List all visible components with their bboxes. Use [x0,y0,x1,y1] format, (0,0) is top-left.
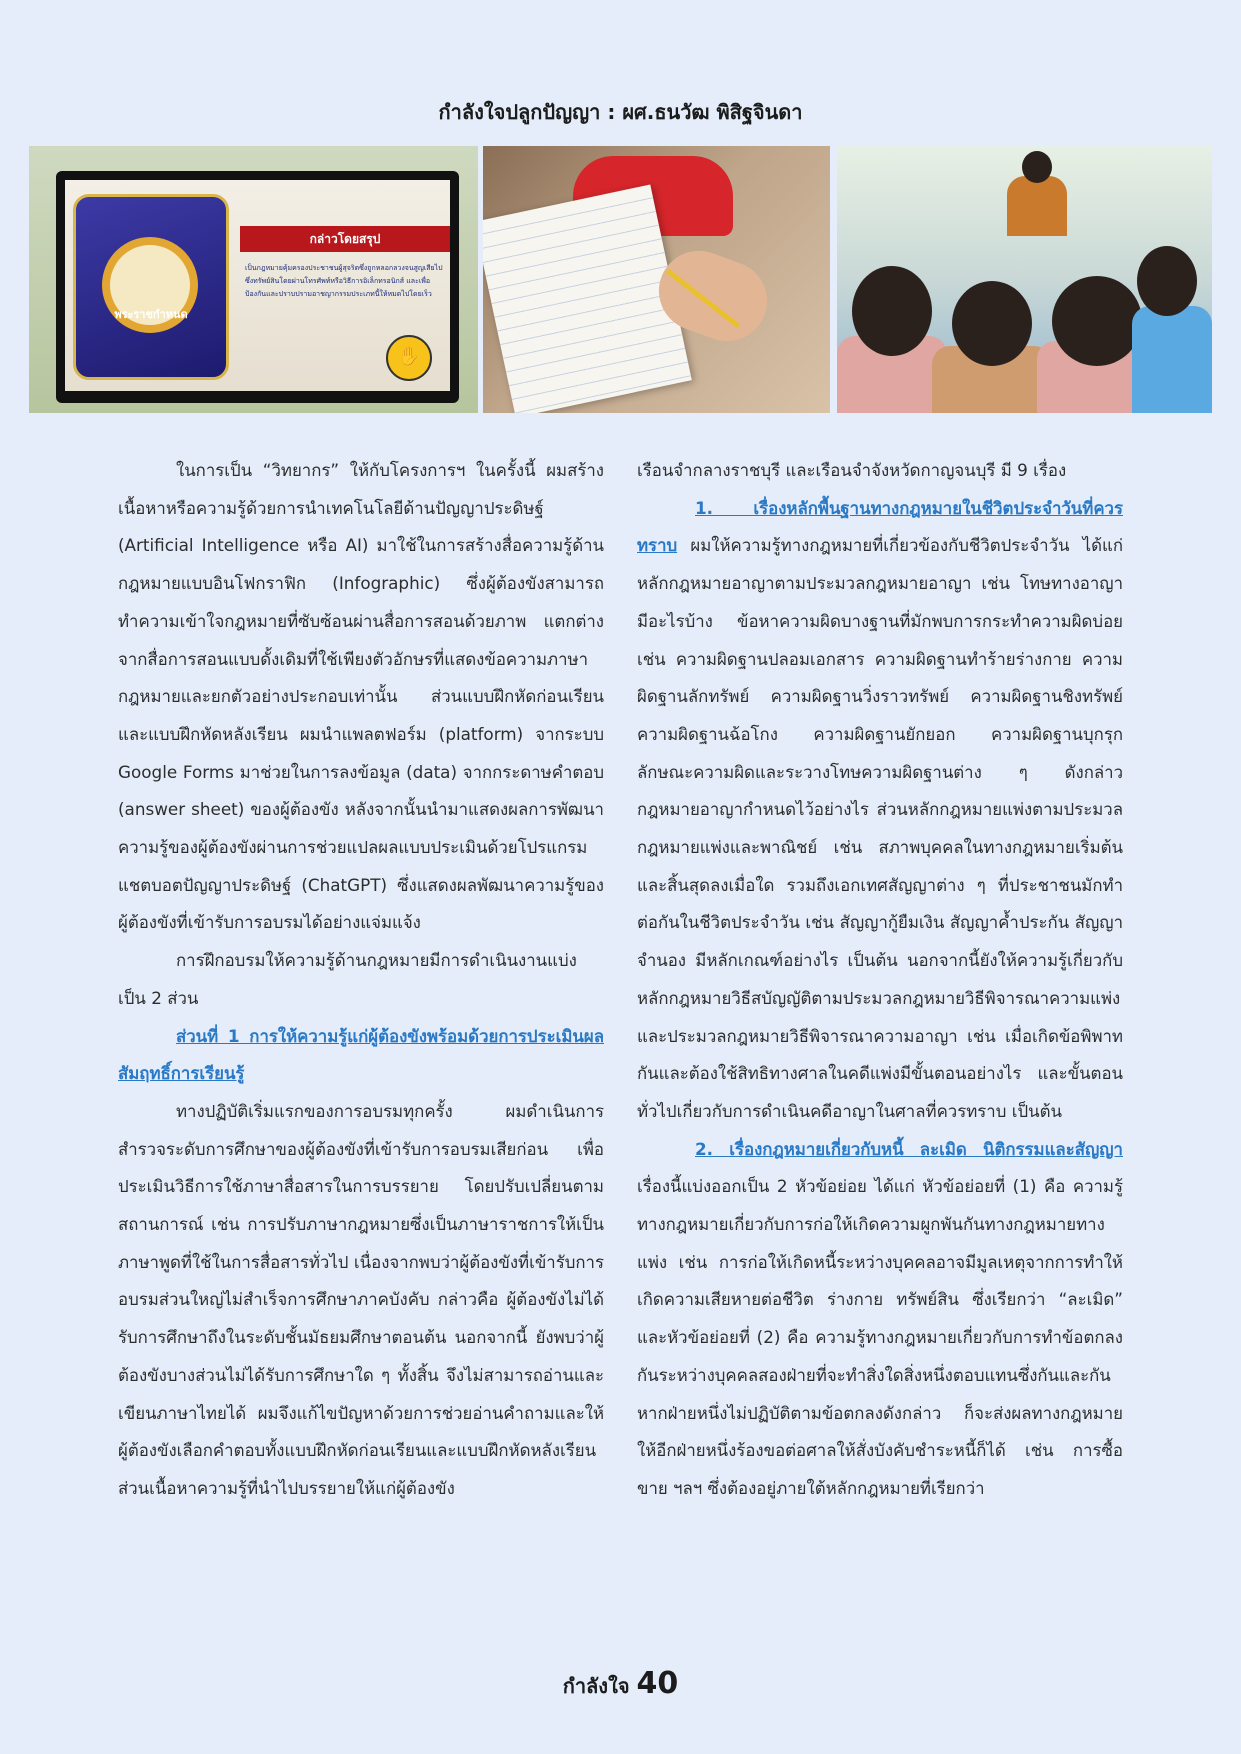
page-header: กำลังใจปลูกปัญญา : ผศ.ธนวัฒ พิสิฐจินดา [438,100,803,124]
paragraph: ทางปฏิบัติเริ่มแรกของการอบรมทุกครั้ง ผมดำเนินการสำรวจระดับการศึกษาของผู้ต้องขังที่เข้ารับการอบรมเสียก่อน เพื่อประเมินวิธีการใช้ภาษาสื่อสารในการบรรยาย โดยปรับเปลี่ยนตามสถานการณ์ เช่น การปรับภาษากฎหมายซึ่งเป็นภาษาราชการให้เป็นภาษาพูดที่ใช้ในการสื่อสารทั่วไป เนื่องจากพบว่าผู้ต้องขังที่เข้ารับการอบรมส่วนใหญ่ไม่สำเร็จการศึกษาภาคบังคับ กล่าวคือ ผู้ต้องขังไม่ได้รับการศึกษาถึงในระดับชั้นมัธยมศึกษาตอนต้น นอกจากนี้ ยังพบว่าผู้ต้องขังบางส่วนไม่ได้รับการศึกษาใด ๆ ทั้งสิ้น จึงไม่สามารถอ่านและเขียนภาษาไทยได้ ผมจึงแก้ไขปัญหาด้วยการช่วยอ่านคำถามและให้ผู้ต้องขังเลือกคำตอบทั้งแบบฝึกหัดก่อนเรียนและแบบฝึกหัดหลังเรียน ส่วนเนื้อหาความรู้ที่นำไปบรรยายให้แก่ผู้ต้องขัง [118,1100,604,1498]
audience-member [1132,306,1212,413]
audience-head [852,266,932,356]
left-column [118,452,604,1508]
item-heading: 2. เรื่องกฎหมายเกี่ยวกับหนี้ ละเมิด นิติกรรมและสัญญา [695,1138,1123,1159]
photo-slide-screen [29,146,478,413]
right-column [637,452,1123,1508]
page-footer [0,1666,1241,1702]
photo-writing-answer-sheet [483,146,830,413]
photo-classroom-audience [837,146,1212,413]
list-item [637,490,1123,1131]
photo-strip [29,146,1212,413]
footer-label: กำลังใจ [562,1674,630,1698]
seal-text: พระราชกำหนด [114,308,188,321]
audience-head [1137,246,1197,316]
slide-body: เป็นกฎหมายคุ้มครองประชาชนผู้สุจริตซึ่งถูกหลอกลวงจนสูญเสียไปซึ่งทรัพย์สินโดยผ่านโทรศัพท์หรือวิธีการอิเล็กทรอนิกส์ และเพื่อป้องกันและปราบปรามอาชญากรรมประเภทนี้ให้หมดไปโดยเร็ว [245,264,443,298]
slide-title: กล่าวโดยสรุป [240,226,450,252]
speaker-head [1022,151,1052,183]
paragraph: ในการเป็น “วิทยากร” ให้กับโครงการฯ ในครั้งนี้ ผมสร้างเนื้อหาหรือความรู้ด้วยการนำเทคโนโลยีด้านปัญญาประดิษฐ์ (Artificial Intelligence หรือ AI) มาใช้ในการสร้างสื่อความรู้ด้านกฎหมายแบบอินโฟกราฟิก (Infographic) ซึ่งผู้ต้องขังสามารถทำความเข้าใจกฎหมายที่ซับซ้อนผ่านสื่อการสอนด้วยภาพ แตกต่างจากสื่อการสอนแบบดั้งเดิมที่ใช้เพียงตัวอักษรที่แสดงข้อความภาษากฎหมายและยกตัวอย่างประกอบเท่านั้น ส่วนแบบฝึกหัดก่อนเรียนและแบบฝึกหัดหลังเรียน ผมนำแพลตฟอร์ม (platform) จากระบบ Google Forms มาช่วยในการลงข้อมูล (data) จากกระดาษคำตอบ (answer sheet) ของผู้ต้องขัง หลังจากนั้นนำมาแสดงผลการพัฒนาความรู้ของผู้ต้องขังผ่านการช่วยแปลผลแบบประเมินด้วยโปรแกรมแชตบอตปัญญาประดิษฐ์ (ChatGPT) ซึ่งแสดงผลพัฒนาความรู้ของผู้ต้องขังที่เข้ารับการอบรมได้อย่างแจ่มแจ้ง [118,460,604,933]
scared-emoji-icon: ✋ [386,335,432,381]
item-text: เรื่องนี้แบ่งออกเป็น 2 หัวข้อย่อย ได้แก่ หัวข้อย่อยที่ (1) คือ ความรู้ทางกฎหมายเกี่ยวกับการก่อให้เกิดความผูกพันกันทางกฎหมายทางแพ่ง เช่น การก่อให้เกิดหนี้ระหว่างบุคคลอาจมีมูลเหตุจากการทำให้เกิดความเสียหายต่อชีวิต ร่างกาย ทรัพย์สิน ซึ่งเรียกว่า “ละเมิด” และหัวข้อย่อยที่ (2) คือ ความรู้ทางกฎหมายเกี่ยวกับการทำข้อตกลงกันระหว่างบุคคลสองฝ่ายที่จะทำสิ่งใดสิ่งหนึ่งตอบแทนซึ่งกันและกัน หากฝ่ายหนึ่งไม่ปฏิบัติตามข้อตกลงดังกล่าว ก็จะส่งผลทางกฎหมายให้อีกฝ่ายหนึ่งร้องขอต่อศาลให้สั่งบังคับชำระหนี้ก็ได้ เช่น การซื้อขาย ฯลฯ ซึ่งต้องอยู่ภายใต้หลักกฎหมายที่เรียกว่า [637,1176,1123,1498]
item-heading: 1. เรื่องหลักพื้นฐานทางกฎหมายในชีวิตประจำวันที่ควรทราบ [637,497,1123,556]
section-heading: ส่วนที่ 1 การให้ความรู้แก่ผู้ต้องขังพร้อมด้วยการประเมินผลสัมฤทธิ์การเรียนรู้ [118,1025,604,1084]
audience-head [1052,276,1142,366]
paragraph: การฝึกอบรมให้ความรู้ด้านกฎหมายมีการดำเนินงานแบ่งเป็น 2 ส่วน [118,950,577,1008]
royal-decree-seal [73,194,229,380]
presentation-slide [65,180,450,391]
item-text: ผมให้ความรู้ทางกฎหมายที่เกี่ยวข้องกับชีวิตประจำวัน ได้แก่ หลักกฎหมายอาญาตามประมวลกฎหมายอาญา เช่น โทษทางอาญามีอะไรบ้าง ข้อหาความผิดบางฐานที่มักพบการกระทำความผิดบ่อย เช่น ความผิดฐานปลอมเอกสาร ความผิดฐานทำร้ายร่างกาย ความผิดฐานลักทรัพย์ ความผิดฐานวิ่งราวทรัพย์ ความผิดฐานชิงทรัพย์ ความผิดฐานฉ้อโกง ความผิดฐานยักยอก ความผิดฐานบุกรุก ลักษณะความผิดและระวางโทษความผิดฐานต่าง ๆ ดังกล่าว กฎหมายอาญากำหนดไว้อย่างไร ส่วนหลักกฎหมายแพ่งตามประมวลกฎหมายแพ่งและพาณิชย์ เช่น สภาพบุคคลในทางกฎหมายเริ่มต้นและสิ้นสุดลงเมื่อใด รวมถึงเอกเทศสัญญาต่าง ๆ ที่ประชาชนมักทำต่อกันในชีวิตประจำวัน เช่น สัญญากู้ยืมเงิน สัญญาค้ำประกัน สัญญาจำนอง มีหลักเกณฑ์อย่างไร เป็นต้น นอกจากนี้ยังให้ความรู้เกี่ยวกับหลักกฎหมายวิธีสบัญญัติตามประมวลกฎหมายวิธีพิจารณาความแพ่งและประมวลกฎหมายวิธีพิจารณาความอาญา เช่น เมื่อเกิดข้อพิพาทกันและต้องใช้สิทธิทางศาลในคดีแพ่งมีขั้นตอนอย่างไร และขั้นตอนทั่วไปเกี่ยวกับการดำเนินคดีอาญาในศาลที่ควรทราบ เป็นต้น [637,535,1123,1121]
audience-head [952,281,1032,366]
paragraph: เรือนจำกลางราชบุรี และเรือนจำจังหวัดกาญจนบุรี มี 9 เรื่อง [637,460,1067,480]
page-number: 40 [636,1666,679,1701]
list-item [637,1131,1123,1508]
tv-monitor [56,171,459,403]
speaker [1007,176,1067,236]
